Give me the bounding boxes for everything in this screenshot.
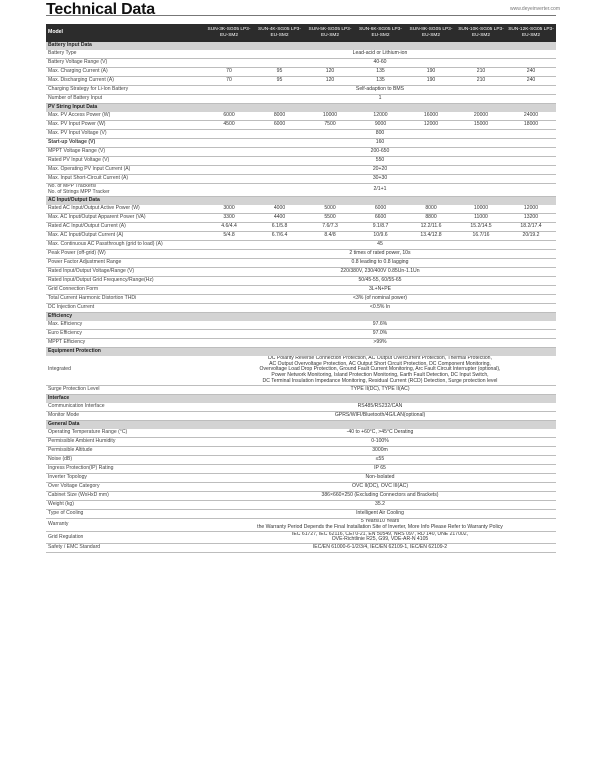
section-title: Efficiency: [46, 312, 556, 321]
spec-label: DC Injection Current: [46, 303, 204, 312]
spec-label: MPPT Voltage Range (V): [46, 148, 204, 157]
spec-value: 9.1/8.7: [355, 222, 406, 231]
spec-value: 200-650: [204, 148, 556, 157]
section-title: General Data: [46, 420, 556, 429]
spec-value: 15000: [456, 121, 506, 130]
spec-value: 35.2: [204, 500, 556, 509]
spec-value: 24000: [506, 112, 556, 121]
spec-value: 5 Years/10 Years the Warranty Period Depends the Final Installation Site of Inverter, More Info Please Refer to Warranty Policy: [204, 518, 556, 531]
spec-label: Rated PV Input Voltage (V): [46, 157, 204, 166]
spec-value: DC Polarity Reverse Connection Protection, AC Output Overcurrent Protection, Thermal Protection, AC Output Overvoltage Protection, AC Output Short Circuit Protection, DC Component Monitoring, Overvoltage Load Drop Protection, Ground Fault Current Monitoring, Arc Fault Circuit Interrupter (optional), Power Network Monitoring, Island Protection Monitoring, Earth Fault Detection, DC Input Switch, DC Terminal Insulation Impedance Monitoring, Residual Current (RCD) Detection, Surge protection level: [204, 356, 556, 386]
spec-label: MPPT Efficiency: [46, 338, 204, 347]
spec-value: >99%: [204, 338, 556, 347]
spec-label: Monitor Mode: [46, 411, 204, 420]
spec-label: Euro Efficiency: [46, 329, 204, 338]
spec-row: [46, 285, 556, 294]
spec-row: [46, 205, 556, 214]
section-header: [46, 312, 556, 321]
spec-value: 3000m: [204, 446, 556, 455]
spec-row: [46, 112, 556, 121]
spec-value: 160: [204, 139, 556, 148]
spec-label: Max. Charging Current (A): [46, 68, 204, 77]
spec-value: 5500: [305, 213, 355, 222]
model-name: SUN-12K-SG05 LP3-EU-SM2: [506, 24, 556, 42]
spec-value: -40 to +60°C, >45°C Derating: [204, 429, 556, 438]
spec-value: 6.7/6.4: [254, 231, 305, 240]
spec-label: Over Voltage Category: [46, 482, 204, 491]
spec-row: [46, 321, 556, 330]
spec-value: 6.1/5.8: [254, 222, 305, 231]
spec-label: Cabinet Size (WxHxD mm): [46, 491, 204, 500]
page-title: Technical Data: [46, 1, 155, 18]
spec-value: 70: [204, 77, 254, 86]
spec-value: 240: [506, 77, 556, 86]
spec-value: <3% (of nominal power): [204, 294, 556, 303]
spec-row: [46, 385, 556, 394]
spec-value: 120: [305, 68, 355, 77]
spec-value: 12000: [506, 205, 556, 214]
spec-value: 11000: [456, 213, 506, 222]
spec-row: [46, 473, 556, 482]
spec-label: Total Current Harmonic Distortion THDi: [46, 294, 204, 303]
model-name: SUN-10K-SG05 LP3-EU-SM2: [456, 24, 506, 42]
spec-value: IEC 61727, IEC 62116, CEI 0-21, EN 50549, NRS 097, RD 140, UNE 217002, OVE-Richtlinie R25, G99, VDE-AR-N 4105: [204, 531, 556, 544]
spec-value: 5/4.8: [204, 231, 254, 240]
spec-row: [46, 68, 556, 77]
spec-value: 12000: [355, 112, 406, 121]
section-header: [46, 104, 556, 113]
spec-row: [46, 329, 556, 338]
spec-value: 3300: [204, 213, 254, 222]
spec-row: [46, 338, 556, 347]
spec-label: Battery Voltage Range (V): [46, 59, 204, 68]
spec-value: 210: [456, 68, 506, 77]
spec-value: 190: [406, 77, 456, 86]
spec-value: 135: [355, 68, 406, 77]
spec-label: Inverter Topology: [46, 473, 204, 482]
spec-label: Grid Regulation: [46, 531, 204, 544]
spec-row: [46, 411, 556, 420]
model-name: SUN-4K-SG05 LP3-EU-SM2: [254, 24, 305, 42]
spec-row: [46, 437, 556, 446]
spec-value: 135: [355, 77, 406, 86]
spec-value: 95: [254, 77, 305, 86]
spec-label: Ingress Protection(IP) Rating: [46, 464, 204, 473]
spec-row: [46, 491, 556, 500]
spec-row: [46, 464, 556, 473]
spec-value: 20/19.2: [506, 231, 556, 240]
spec-value: 8.4/8: [305, 231, 355, 240]
spec-value: 2 times of rated power, 10s: [204, 249, 556, 258]
spec-label: Battery Type: [46, 50, 204, 59]
section-header: [46, 420, 556, 429]
spec-label: Max. PV Input Power (W): [46, 121, 204, 130]
spec-value: ≤55: [204, 455, 556, 464]
spec-row: [46, 148, 556, 157]
spec-value: GPRS/WIFI/Bluetooth/4G/LAN(optional): [204, 411, 556, 420]
section-header: [46, 196, 556, 205]
spec-row: [46, 482, 556, 491]
spec-value: 3000: [204, 205, 254, 214]
spec-label: Noise (dB): [46, 455, 204, 464]
spec-row: [46, 240, 556, 249]
spec-value: 97.6%: [204, 321, 556, 330]
spec-value: 6000: [204, 112, 254, 121]
spec-value: 5000: [305, 205, 355, 214]
section-title: Interface: [46, 394, 556, 403]
model-name: SUN-3K-SG05 LP3-EU-SM2: [204, 24, 254, 42]
spec-value: 8000: [254, 112, 305, 121]
section-title: Battery Input Data: [46, 42, 556, 50]
spec-value: 2/1+1: [204, 184, 556, 197]
spec-label: Number of Battery Input: [46, 95, 204, 104]
spec-value: 13.4/12.8: [406, 231, 456, 240]
spec-row: [46, 222, 556, 231]
spec-table: [46, 24, 556, 553]
spec-label: No. of MPP Trackers/ No. of Strings MPP Tracker: [46, 184, 204, 197]
spec-value: 4400: [254, 213, 305, 222]
spec-value: 6600: [355, 213, 406, 222]
spec-label: Rated Input/Output Grid Frequency/Range(Hz): [46, 276, 204, 285]
spec-value: 6000: [254, 121, 305, 130]
spec-value: 800: [204, 130, 556, 139]
spec-value: 7.6/7.3: [305, 222, 355, 231]
spec-label: Rated AC Input/Output Active Power (W): [46, 205, 204, 214]
spec-value: 10000: [456, 205, 506, 214]
spec-row: [46, 267, 556, 276]
spec-label: Rated Input/Output Voltage/Range (V): [46, 267, 204, 276]
spec-label: Max. PV Input Voltage (V): [46, 130, 204, 139]
spec-label: Max. Input Short-Circuit Current (A): [46, 175, 204, 184]
spec-label: Type of Cooling: [46, 509, 204, 518]
spec-row: [46, 157, 556, 166]
spec-row: [46, 184, 556, 197]
spec-value: 20+20: [204, 166, 556, 175]
spec-value: 190: [406, 68, 456, 77]
spec-row: [46, 86, 556, 95]
spec-label: Max. Efficiency: [46, 321, 204, 330]
spec-value: 4500: [204, 121, 254, 130]
spec-value: Non-Isolated: [204, 473, 556, 482]
spec-value: 550: [204, 157, 556, 166]
spec-row: [46, 509, 556, 518]
spec-value: 4.6/4.4: [204, 222, 254, 231]
spec-label: Peak Power (off-grid) (W): [46, 249, 204, 258]
spec-label: Grid Connection Form: [46, 285, 204, 294]
model-header-row: [46, 24, 556, 42]
spec-row: [46, 276, 556, 285]
spec-value: 3L+N+PE: [204, 285, 556, 294]
spec-value: IEC/EN 61000-6-1/2/3/4, IEC/EN 62109-1, IEC/EN 62109-2: [204, 544, 556, 553]
spec-value: 220/380V, 230/400V 0.85Un-1.1Un: [204, 267, 556, 276]
section-header: [46, 347, 556, 356]
spec-label: Max. Operating PV Input Current (A): [46, 166, 204, 175]
spec-value: 15.2/14.5: [456, 222, 506, 231]
spec-value: 18000: [506, 121, 556, 130]
spec-value: 6000: [355, 205, 406, 214]
spec-value: 16000: [406, 112, 456, 121]
spec-row: [46, 50, 556, 59]
spec-row: [46, 175, 556, 184]
spec-value: Self-adaption to BMS: [204, 86, 556, 95]
spec-value: 9000: [355, 121, 406, 130]
spec-row: [46, 531, 556, 544]
spec-value: 50/45-55, 60/55-65: [204, 276, 556, 285]
spec-row: [46, 303, 556, 312]
section-title: AC Input/Output Data: [46, 196, 556, 205]
spec-value: 10/9.6: [355, 231, 406, 240]
spec-label: Start-up Voltage (V): [46, 139, 204, 148]
spec-row: [46, 59, 556, 68]
model-header-label: Model: [46, 24, 204, 42]
spec-row: [46, 518, 556, 531]
section-title: Equipment Protection: [46, 347, 556, 356]
spec-value: Lead-acid or Lithium-ion: [204, 50, 556, 59]
spec-value: 40-60: [204, 59, 556, 68]
spec-row: [46, 356, 556, 386]
spec-value: 97.0%: [204, 329, 556, 338]
section-header: [46, 42, 556, 50]
spec-row: [46, 294, 556, 303]
spec-value: 18.2/17.4: [506, 222, 556, 231]
spec-label: Max. PV Access Power (W): [46, 112, 204, 121]
spec-value: OVC II(DC), OVC III(AC): [204, 482, 556, 491]
spec-label: Rated AC Input/Output Current (A): [46, 222, 204, 231]
spec-value: 8800: [406, 213, 456, 222]
spec-row: [46, 166, 556, 175]
spec-label: Power Factor Adjustment Range: [46, 258, 204, 267]
title-divider: [46, 15, 556, 16]
spec-value: 120: [305, 77, 355, 86]
spec-label: Communication Interface: [46, 403, 204, 412]
website-url[interactable]: www.deyeinverter.com: [509, 6, 560, 12]
spec-row: [46, 139, 556, 148]
spec-value: 0.8 leading to 0.8 lagging: [204, 258, 556, 267]
spec-row: [46, 258, 556, 267]
spec-value: 13200: [506, 213, 556, 222]
spec-label: Integrated: [46, 356, 204, 386]
spec-label: Max. Discharging Current (A): [46, 77, 204, 86]
spec-label: Max. AC Input/Output Apparent Power (VA): [46, 213, 204, 222]
spec-value: 1: [204, 95, 556, 104]
spec-label: Permissible Ambient Humidity: [46, 437, 204, 446]
spec-row: [46, 403, 556, 412]
spec-value: 10000: [305, 112, 355, 121]
spec-label: Weight (kg): [46, 500, 204, 509]
spec-row: [46, 500, 556, 509]
spec-row: [46, 130, 556, 139]
spec-value: TYPE II(DC), TYPE II(AC): [204, 385, 556, 394]
spec-value: RS485/RS232/CAN: [204, 403, 556, 412]
spec-value: Intelligent Air Cooling: [204, 509, 556, 518]
spec-value: 12000: [406, 121, 456, 130]
spec-value: 45: [204, 240, 556, 249]
spec-value: 20000: [456, 112, 506, 121]
spec-row: [46, 429, 556, 438]
spec-row: [46, 544, 556, 553]
spec-label: Max. AC Input/Output Current (A): [46, 231, 204, 240]
spec-row: [46, 121, 556, 130]
spec-value: 70: [204, 68, 254, 77]
model-name: SUN-5K-SG05 LP3-EU-SM2: [305, 24, 355, 42]
spec-value: 386×660×250 (Excluding Connectors and Brackets): [204, 491, 556, 500]
spec-row: [46, 77, 556, 86]
spec-value: 95: [254, 68, 305, 77]
spec-body: [46, 42, 556, 553]
spec-label: Safety / EMC Standard: [46, 544, 204, 553]
section-header: [46, 394, 556, 403]
spec-value: 210: [456, 77, 506, 86]
spec-value: 8000: [406, 205, 456, 214]
model-name: SUN-6K-SG05 LP3-EU-SM2: [355, 24, 406, 42]
spec-row: [46, 249, 556, 258]
model-name: SUN-8K-SG05 LP3-EU-SM2: [406, 24, 456, 42]
spec-row: [46, 455, 556, 464]
spec-value: 30+30: [204, 175, 556, 184]
spec-value: 4000: [254, 205, 305, 214]
spec-value: <0.5% In: [204, 303, 556, 312]
spec-value: IP 65: [204, 464, 556, 473]
section-title: PV String Input Data: [46, 104, 556, 113]
spec-label: Permissible Altitude: [46, 446, 204, 455]
spec-row: [46, 213, 556, 222]
spec-value: 240: [506, 68, 556, 77]
spec-value: 16.7/16: [456, 231, 506, 240]
spec-label: Operating Temperature Range (°C): [46, 429, 204, 438]
spec-row: [46, 95, 556, 104]
spec-row: [46, 231, 556, 240]
spec-value: 0-100%: [204, 437, 556, 446]
spec-label: Warranty: [46, 518, 204, 531]
spec-value: 7500: [305, 121, 355, 130]
spec-label: Charging Strategy for Li-Ion Battery: [46, 86, 204, 95]
spec-row: [46, 446, 556, 455]
spec-value: 12.2/11.6: [406, 222, 456, 231]
spec-label: Max. Continuous AC Passthrough (grid to load) (A): [46, 240, 204, 249]
spec-label: Surge Protection Level: [46, 385, 204, 394]
